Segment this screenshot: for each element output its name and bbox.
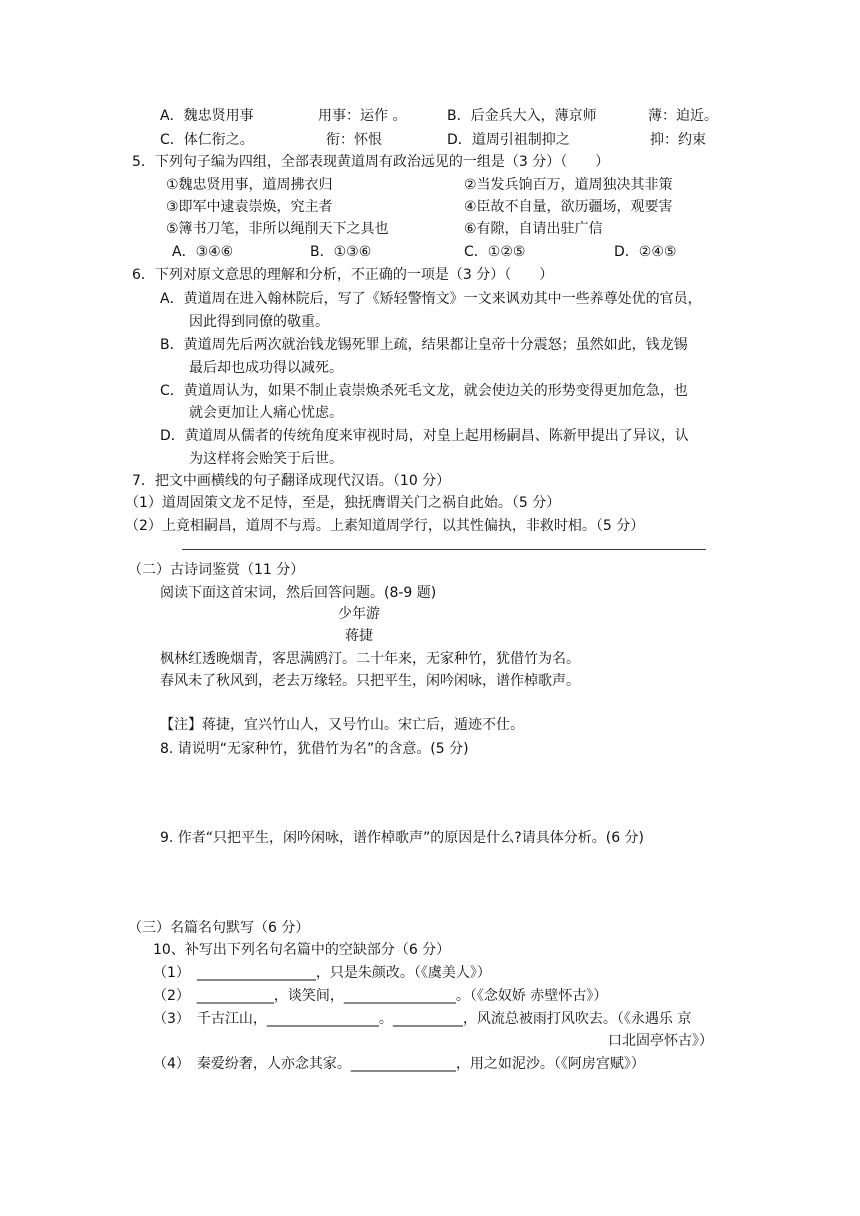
q6-option-d-line2: 为这样将会贻笑于后世。 <box>189 451 343 467</box>
poem-title: 少年游 <box>338 606 380 622</box>
q7-stem: 7．把文中画横线的句子翻译成现代汉语。（10 分） <box>132 473 451 489</box>
q5-choice-b: B．①③⑥ <box>310 244 372 260</box>
q10-line-3-continued: 口北固亭怀古》） <box>608 1033 713 1049</box>
q10-line-3: （3） 千古江山，________________。__________，风流总被雨打风吹去。（《永遇乐 京 <box>153 1011 692 1027</box>
q6-option-a-line2: 因此得到同僚的敬重。 <box>189 314 329 330</box>
q10-line-2: （2） ___________，谈笑间，________________。（《念奴娇 赤壁怀古》） <box>153 988 608 1004</box>
q10-line-1: （1） _________________，只是朱颜改。（《虞美人》） <box>153 965 491 981</box>
section2-intro: 阅读下面这首宋词，然后回答问题。(8-9 题) <box>160 585 437 601</box>
q4-option-d-gloss: 抑：约束 <box>650 132 706 148</box>
q6-option-c-line1: C．黄道周认为，如果不制止袁崇焕杀死毛文龙，就会使边关的形势变得更加危急，也 <box>160 383 688 399</box>
q7-sentence-2: （2）上竟相嗣昌，道周不与焉。上素知道周学行，以其性偏执，非救时相。（5 分） <box>125 518 645 534</box>
q5-item-3: ③即军中逮袁崇焕，究主者 <box>166 199 333 215</box>
q4-option-a-gloss: 用事：运作 。 <box>318 108 407 124</box>
q5-item-6: ⑥有隙，自请出驻广信 <box>464 221 603 237</box>
q6-option-b-line1: B．黄道周先后两次就治钱龙锡死罪上疏，结果都让皇帝十分震怒；虽然如此，钱龙锡 <box>160 337 688 353</box>
q5-item-4: ④臣故不自量，欲历疆场，观要害 <box>464 199 673 215</box>
q5-item-5: ⑤簿书刀笔，非所以绳削天下之具也 <box>166 221 389 237</box>
q6-option-d-line1: D．黄道周从儒者的传统角度来审视时局，对皇上起用杨嗣昌、陈新甲提出了异议，认 <box>160 428 689 444</box>
q5-item-2: ②当发兵饷百万，道周独决其非策 <box>464 177 673 193</box>
q8-text: 8. 请说明“无家种竹，犹借竹为名”的含意。(5 分) <box>160 741 469 757</box>
q6-stem: 6．下列对原文意思的理解和分析，不正确的一项是（3 分）（ ） <box>132 267 554 283</box>
poem-line-2: 春风未了秋风到，老去万缘轻。只把平生，闲吟闲咏，谱作棹歌声。 <box>160 673 580 689</box>
q4-option-a: A．魏忠贤用事 <box>160 108 254 124</box>
q5-choice-c: C．①②⑤ <box>464 244 526 260</box>
q10-stem: 10、补写出下列名句名篇中的空缺部分（6 分） <box>153 942 451 958</box>
answer-rule-line <box>182 549 706 550</box>
section2-heading: （二）古诗词鉴赏（11 分） <box>128 562 305 578</box>
q10-line-4: （4） 秦爱纷奢，人亦念其家。_______________，用之如泥沙。（《阿房宫赋》） <box>153 1056 645 1072</box>
q6-option-a-line1: A．黄道周在进入翰林院后，写了《矫轻警惰文》一文来讽劝其中一些养尊处优的官员， <box>160 291 702 307</box>
q7-sentence-1: （1）道周固策文龙不足恃，至是，独抚膺谓关门之祸自此始。（5 分） <box>125 495 561 511</box>
q5-choice-d: D．②④⑤ <box>614 244 677 260</box>
q6-option-b-line2: 最后却也成功得以减死。 <box>189 360 343 376</box>
q5-stem: 5．下列句子编为四组，全部表现黄道周有政治远见的一组是（3 分）（ ） <box>132 154 610 170</box>
q4-option-c-gloss: 衔：怀恨 <box>326 132 382 148</box>
q5-choice-a: A．③④⑥ <box>172 244 234 260</box>
q4-option-d: D．道周引祖制抑之 <box>447 132 570 148</box>
q4-option-b-gloss: 薄：迫近。 <box>648 108 718 124</box>
q5-item-1: ①魏忠贤用事，道周拂衣归 <box>166 177 333 193</box>
q4-option-b: B．后金兵大入，薄京师 <box>447 108 597 124</box>
poem-note: 【注】蒋捷，宜兴竹山人，又号竹山。宋亡后，遁迹不仕。 <box>160 717 524 733</box>
q6-option-c-line2: 就会更加让人痛心忧虑。 <box>189 405 343 421</box>
q9-text: 9. 作者“只把平生，闲吟闲咏，谱作棹歌声”的原因是什么?请具体分析。(6 分) <box>160 830 645 846</box>
poem-line-1: 枫林红透晚烟青，客思满鸥汀。二十年来，无家种竹，犹借竹为名。 <box>160 651 580 667</box>
poem-author: 蒋捷 <box>345 628 373 644</box>
q4-option-c: C．体仁衔之。 <box>160 132 254 148</box>
section3-heading: （三）名篇名句默写（6 分） <box>128 920 310 936</box>
